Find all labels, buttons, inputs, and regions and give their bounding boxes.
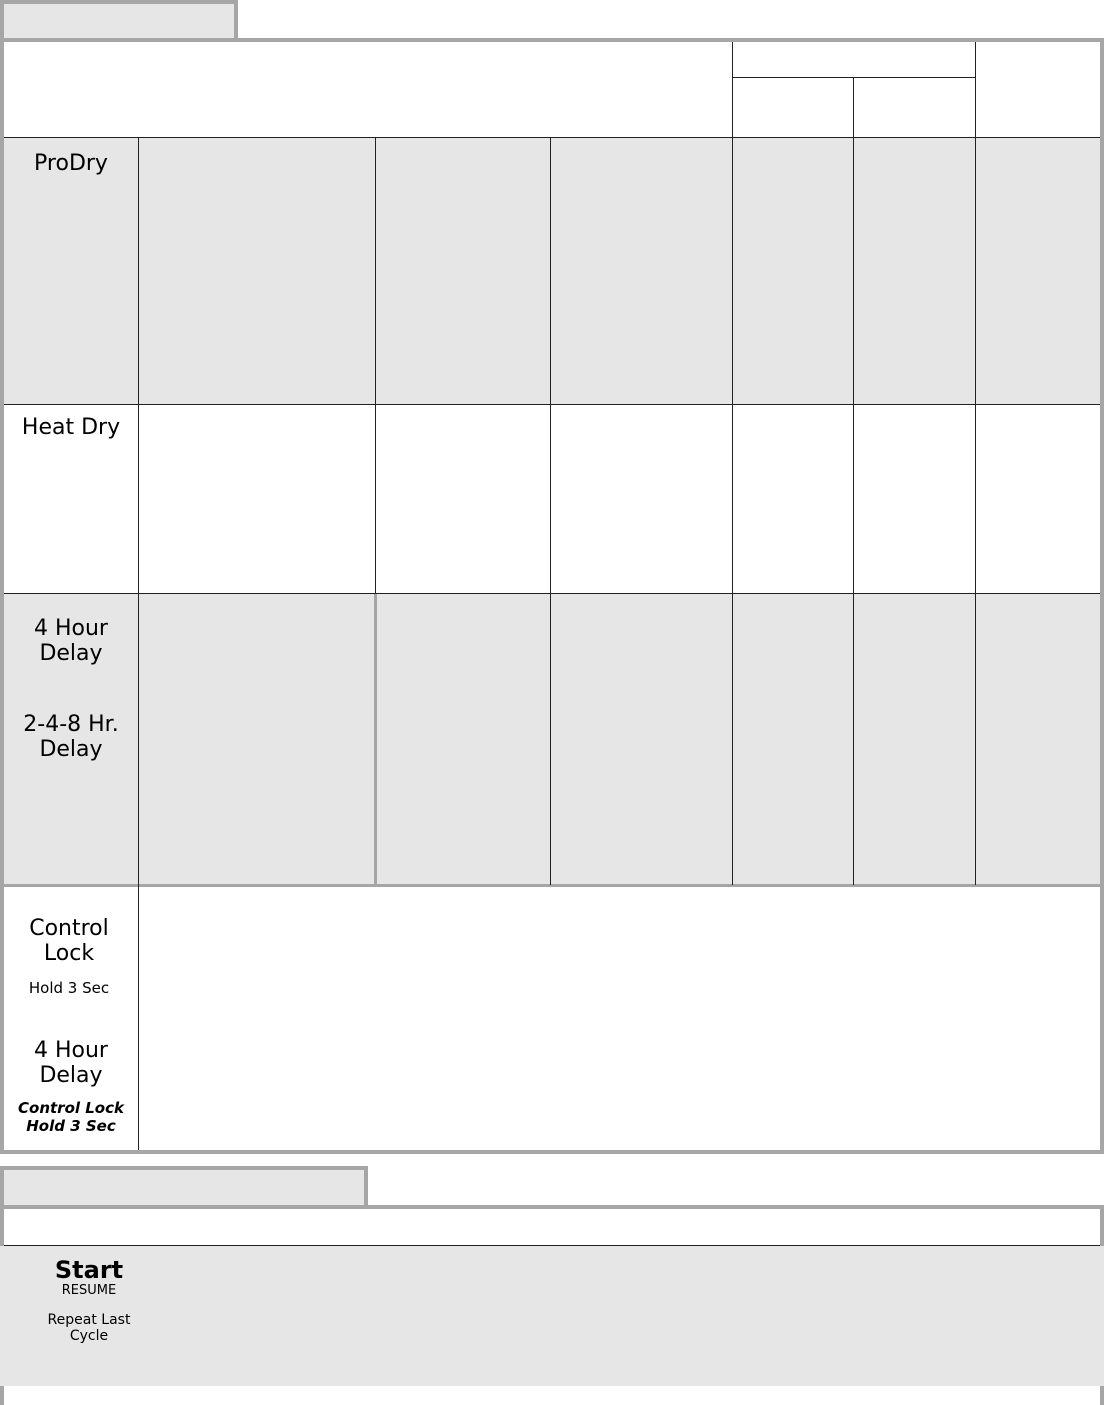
repeat-last-cycle-label: Repeat Last Cycle: [47, 1312, 131, 1344]
header-divider: [732, 42, 733, 138]
hold-3-sec-label: Hold 3 Sec: [28, 979, 110, 997]
column-divider: [375, 138, 376, 593]
start-row: [0, 1246, 1104, 1386]
column-divider: [550, 138, 551, 885]
header-divider: [853, 77, 854, 138]
column-divider: [975, 138, 976, 885]
row-divider: [4, 593, 1100, 594]
section-tab-top: [0, 0, 238, 40]
start-label: Start: [54, 1256, 124, 1284]
control-lock-label: Control Lock: [29, 916, 109, 966]
row-divider: [4, 404, 1100, 405]
header-divider: [975, 42, 976, 138]
resume-label: RESUME: [61, 1283, 117, 1298]
heat-dry-label: Heat Dry: [21, 415, 121, 440]
row-divider: [4, 884, 1100, 887]
column-divider: [853, 138, 854, 885]
section-tab-bottom: [0, 1166, 368, 1207]
delay-248-label: 2-4-8 Hr. Delay: [23, 712, 119, 762]
four-hour-delay-label: 4 Hour Delay: [34, 616, 108, 666]
four-hour-delay-label-2: 4 Hour Delay: [34, 1038, 108, 1088]
column-divider: [732, 138, 733, 885]
table-row-delay: [4, 593, 1100, 885]
column-divider: [374, 594, 377, 885]
prodry-label: ProDry: [34, 151, 108, 176]
table-row-prodry: [4, 138, 1100, 404]
column-divider: [138, 138, 139, 1150]
control-lock-hold-label: Control Lock Hold 3 Sec: [18, 1099, 124, 1135]
